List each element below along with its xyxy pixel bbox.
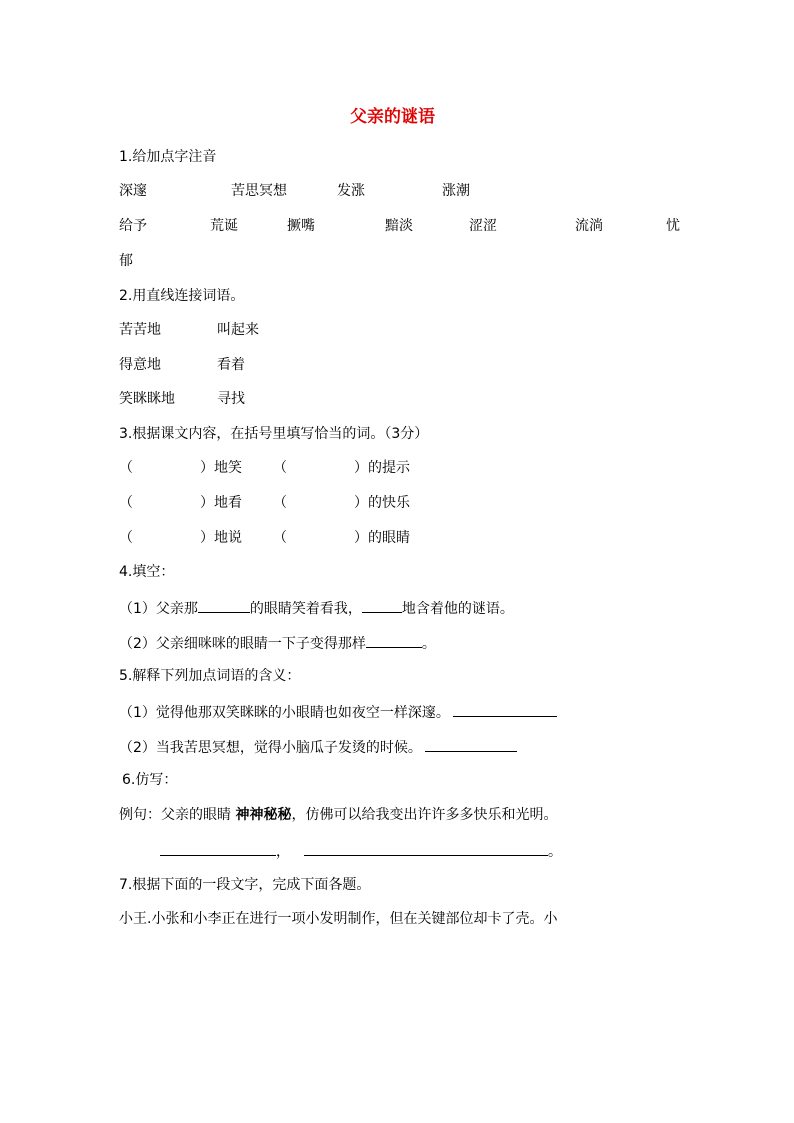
q5-item-text: （2）当我苦思冥想，觉得小脑瓜子发烫的时候。	[119, 740, 422, 756]
q5-item-2	[119, 737, 517, 757]
q7-heading: 7.根据下面的一段文字，完成下面各题。	[119, 877, 371, 893]
q2-left-word: 得意地	[119, 357, 161, 373]
q6-comma: ，	[276, 844, 290, 860]
q2-left-word: 苦苦地	[119, 322, 161, 338]
q4-s1-part: （1）父亲那	[119, 601, 198, 617]
q3-heading: 3.根据课文内容，在括号里填写恰当的词。（3分）	[119, 426, 429, 442]
q5-item-text: （1）觉得他那双笑眯眯的小眼睛也如夜空一样深邃。	[119, 705, 450, 721]
q3-open-bracket: （	[273, 460, 287, 476]
fill-blank[interactable]	[198, 598, 250, 613]
q6-example-part: 例句：父亲的眼睛	[119, 807, 231, 823]
q4-s1-part: 的眼睛笑着看我，	[249, 601, 362, 617]
q3-open-bracket: （	[273, 495, 287, 511]
q7-paragraph: 小王.小张和小李正在进行一项小发明制作，但在关键部位却卡了壳。小	[119, 911, 558, 927]
q3-blank-b: ）的提示	[354, 460, 410, 476]
q3-open-bracket: （	[119, 495, 133, 511]
q3-blank-b: ）的快乐	[354, 495, 410, 511]
q4-sentence-1	[119, 598, 514, 618]
q1-word: 撅嘴	[287, 218, 315, 234]
fill-blank[interactable]	[366, 633, 422, 648]
fill-blank[interactable]	[362, 598, 402, 613]
q1-word: 荒诞	[210, 218, 238, 234]
q5-item-1	[119, 702, 557, 722]
q6-example-part: ，仿佛可以给我变出许许多多快乐和光明。	[291, 807, 558, 823]
q6-example	[119, 806, 557, 824]
q4-s2-part: 。	[421, 636, 436, 652]
q2-right-word: 寻找	[217, 391, 245, 407]
fill-blank[interactable]	[453, 702, 557, 717]
q2-right-word: 看着	[217, 357, 245, 373]
page-title: 父亲的谜语	[350, 107, 435, 127]
q1-word: 发涨	[337, 183, 365, 199]
q2-right-word: 叫起来	[217, 322, 259, 338]
q1-word: 郁	[119, 253, 133, 269]
q4-s2-part: （2）父亲细咪咪的眼睛一下子变得那样	[119, 636, 366, 652]
q1-word: 涨潮	[442, 183, 470, 199]
q6-heading: 6.仿写：	[122, 772, 178, 788]
fill-blank[interactable]	[425, 737, 517, 752]
q2-left-word: 笑眯眯地	[119, 391, 175, 407]
q1-word: 苦思冥想	[231, 183, 287, 199]
q3-open-bracket: （	[119, 530, 133, 546]
q3-open-bracket: （	[273, 530, 287, 546]
q6-answer-line	[160, 841, 562, 861]
q1-word: 流淌	[575, 218, 603, 234]
q3-blank-a: ）地看	[200, 495, 242, 511]
q2-heading: 2.用直线连接词语。	[119, 288, 245, 304]
fill-blank[interactable]	[160, 841, 276, 856]
q4-heading: 4.填空：	[119, 564, 175, 580]
q1-word: 黯淡	[385, 218, 413, 234]
q1-heading: 1.给加点字注音	[119, 149, 217, 165]
q1-word: 忧	[666, 218, 680, 234]
q1-word: 涩涩	[469, 218, 497, 234]
fill-blank[interactable]	[304, 841, 548, 856]
q3-blank-a: ）地笑	[200, 460, 242, 476]
q6-period: 。	[548, 844, 562, 860]
q5-heading: 5.解释下列加点词语的含义：	[119, 668, 301, 684]
q4-s1-part: 地含着他的谜语。	[401, 601, 514, 617]
q3-blank-a: ）地说	[200, 530, 242, 546]
q3-open-bracket: （	[119, 460, 133, 476]
q1-word: 给予	[119, 218, 147, 234]
q3-blank-b: ）的眼睛	[354, 530, 410, 546]
q4-sentence-2	[119, 633, 436, 653]
q1-word: 深邃	[119, 183, 147, 199]
q6-example-bold: 神神秘秘	[235, 807, 292, 823]
